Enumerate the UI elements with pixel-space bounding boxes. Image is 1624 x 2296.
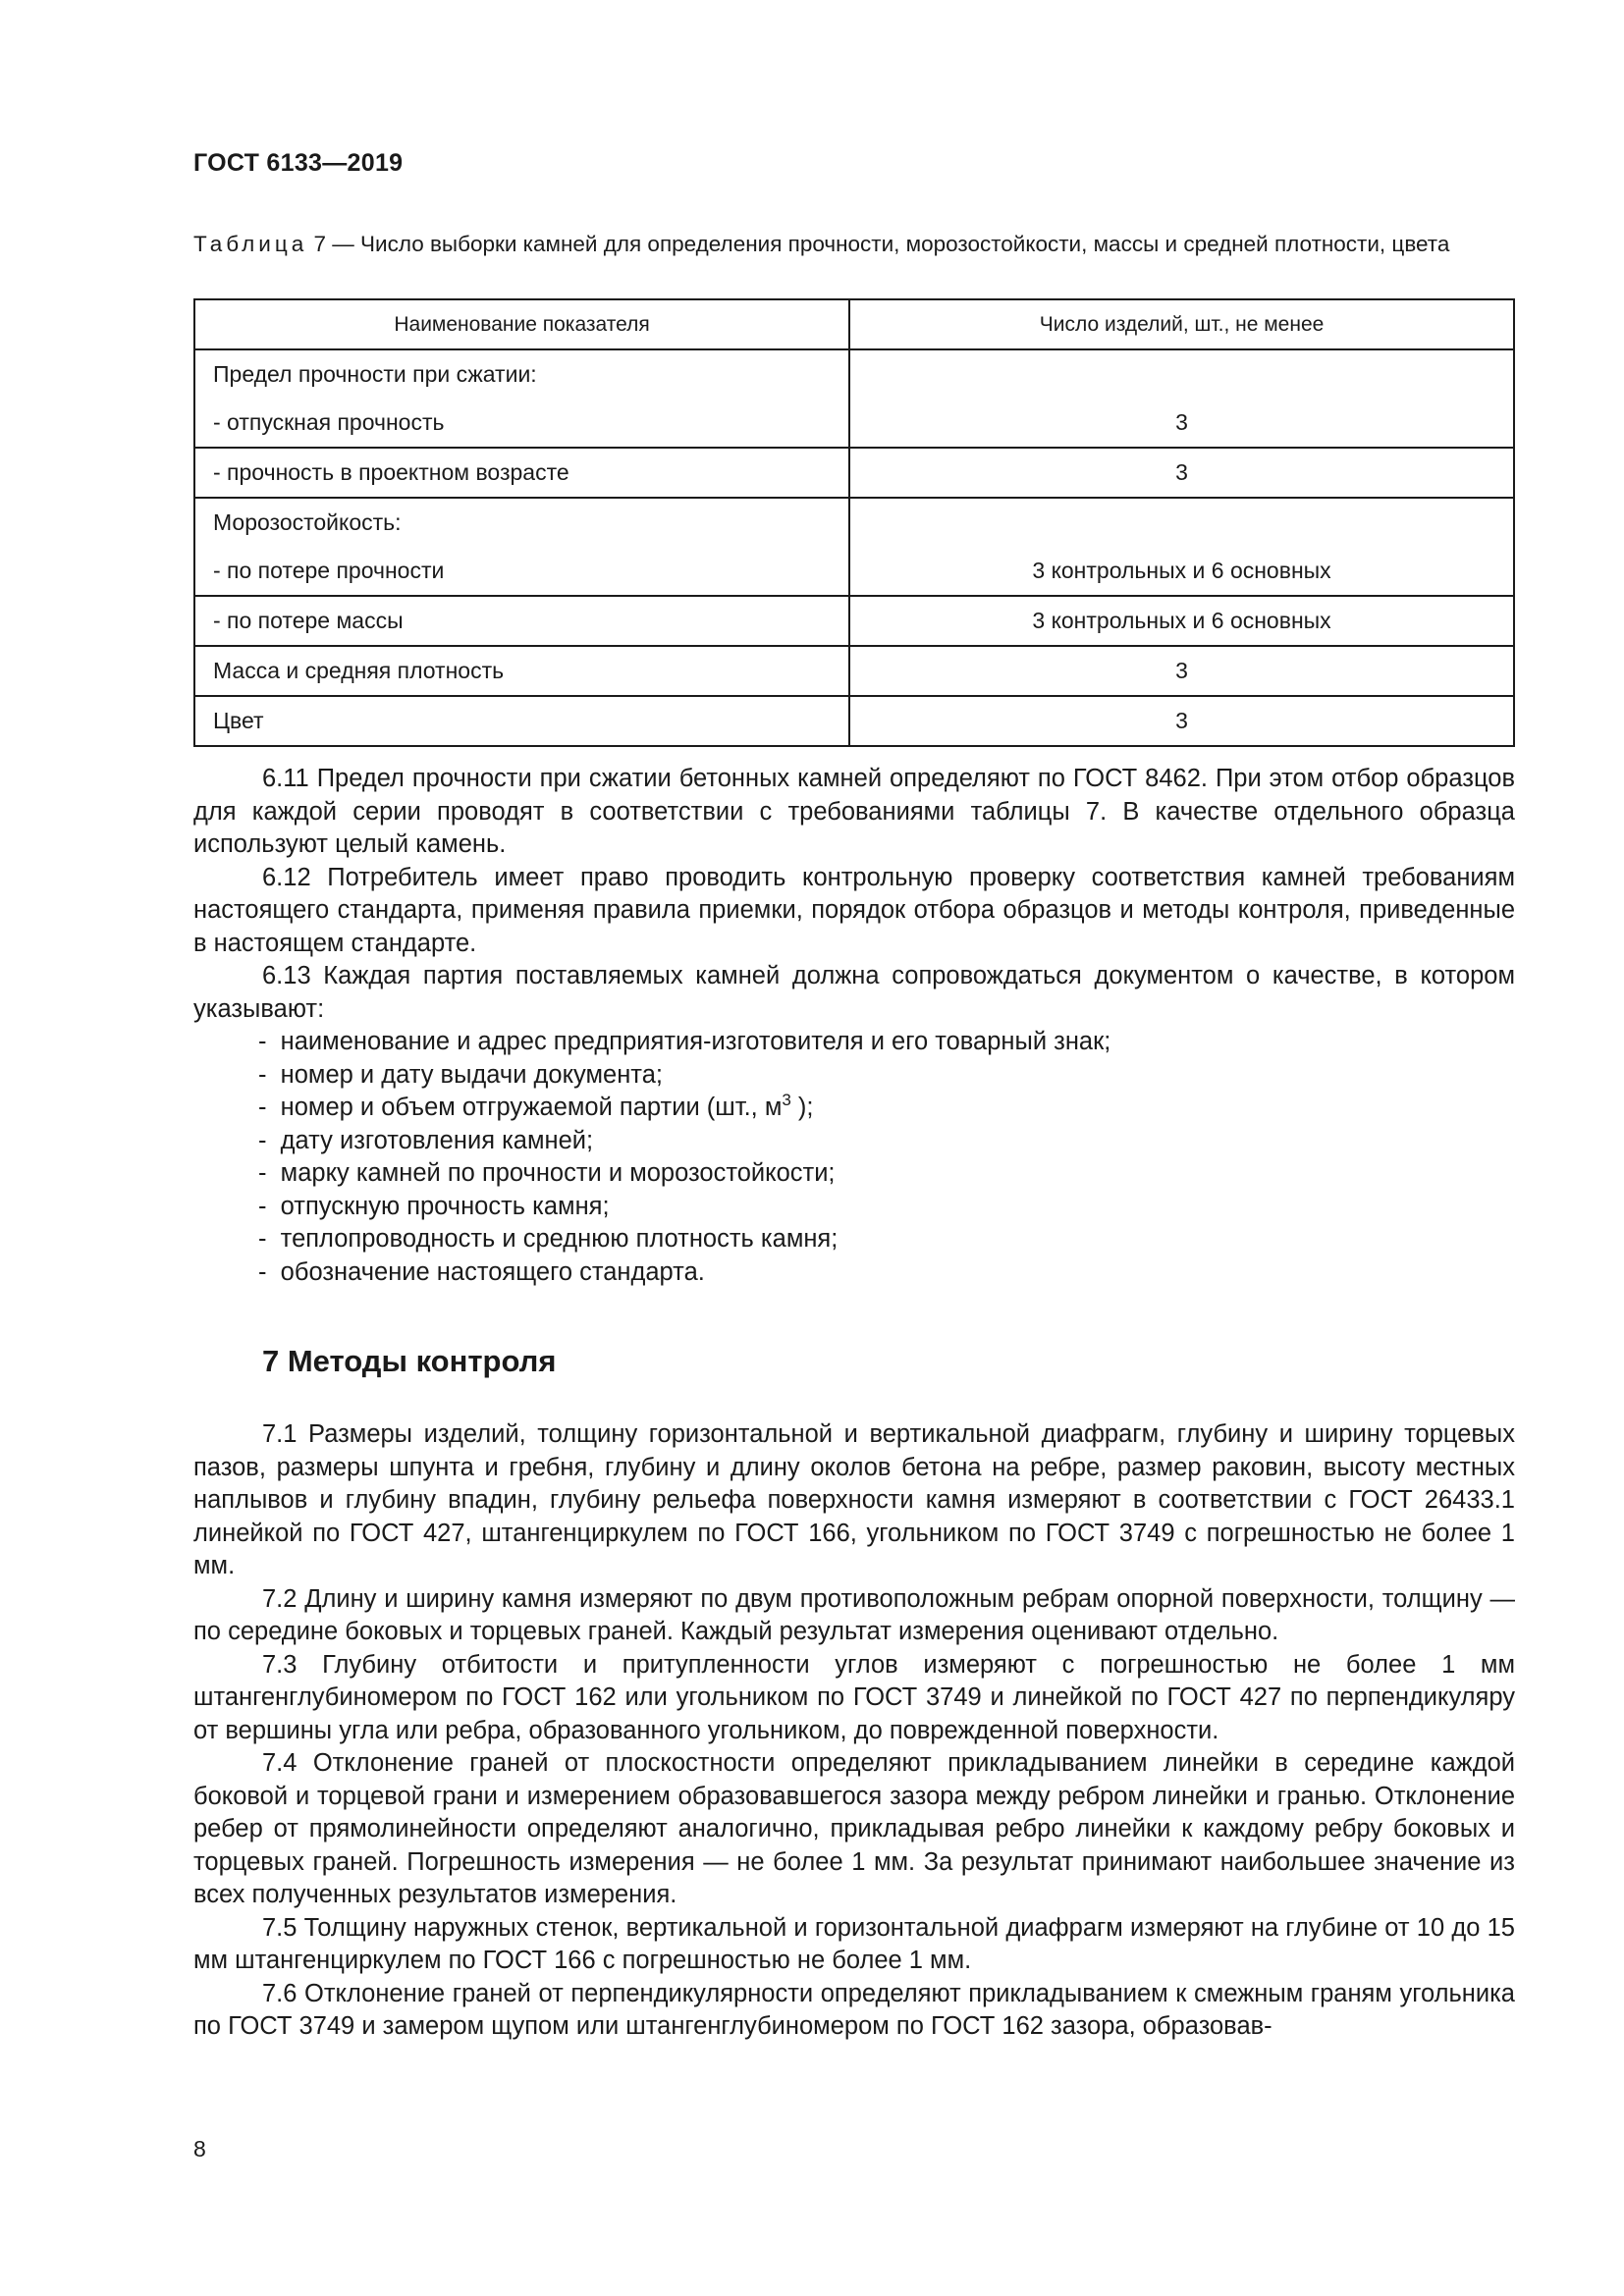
paragraph: 7.2 Длину и ширину камня измеряют по двум противоположным ребрам опорной поверхности, толщину — по середине боковых и торцевых граней. Каждый результат измерения оценивают отдельно. [193, 1584, 1515, 1645]
indicator-text: - прочность в проектном возрасте [213, 459, 569, 485]
table-row [194, 646, 1514, 696]
paragraph: 6.13 Каждая партия поставляемых камней должна сопровождаться документом о качестве, в котором указывают: [193, 962, 1515, 1023]
count-cell [849, 596, 1514, 646]
list-item [258, 1026, 1515, 1059]
indicator-cell [194, 696, 849, 746]
body-text [193, 763, 1515, 2044]
count-value: 3 [1175, 409, 1188, 435]
count-value: 3 контрольных и 6 основных [1032, 558, 1331, 583]
table-header-row [194, 299, 1514, 349]
list-item-text: дату изготовления камней; [280, 1126, 594, 1154]
indicator-text: Морозостойкость: [213, 509, 402, 535]
sample-size-table [193, 298, 1515, 747]
list-item-text: ); [790, 1094, 814, 1121]
paragraph: 7.5 Толщину наружных стенок, вертикальной и горизонтальной диафрагм измеряют на глубине от 10 до 15 мм штангенциркулем по ГОСТ 166 с погрешностью не более 1 мм. [193, 1913, 1515, 1974]
count-value [850, 350, 1513, 399]
column-header: Наименование показателя [194, 299, 849, 349]
table-caption [193, 228, 1514, 260]
section-title: 7 Методы контроля [262, 1344, 557, 1378]
count-value: 3 [1175, 459, 1188, 485]
column-header: Число изделий, шт., не менее [849, 299, 1514, 349]
count-value: 3 [1175, 708, 1188, 733]
count-value: 3 [1175, 658, 1188, 683]
indicator-cell [194, 349, 849, 448]
table-caption-label: Таблица [193, 232, 308, 256]
paragraph: 7.6 Отклонение граней от перпендикулярности определяют прикладыванием к смежным граням угольника по ГОСТ 3749 и замером щупом или штангенглубиномером по ГОСТ 162 зазора, образовав- [193, 1979, 1515, 2040]
paragraph: 6.11 Предел прочности при сжатии бетонных камней определяют по ГОСТ 8462. При этом отбор образцов для каждой серии проводят в соответствии с требованиями таблицы 7. В качестве отдельного образца используют целый камень. [193, 765, 1515, 858]
list-item-text: отпускную прочность камня; [280, 1192, 610, 1220]
list-item-text: наименование и адрес предприятия-изготовителя и его товарный знак; [280, 1028, 1111, 1055]
paragraph: 6.12 Потребитель имеет право проводить контрольную проверку соответствия камней требованиям настоящего стандарта, применяя правила приемки, порядок отбора образцов и методы контроля, приведенные в настоящем стандарте. [193, 863, 1515, 957]
list-item [258, 1157, 1515, 1191]
count-cell [849, 349, 1514, 448]
list-item-text: номер и объем отгружаемой партии (шт., м [280, 1094, 783, 1121]
table-row [194, 696, 1514, 746]
paragraph: 7.3 Глубину отбитости и притупленности углов измеряют с погрешностью не более 1 мм штангенглубиномером по ГОСТ 162 или угольником по ГОСТ 3749 и линейкой по ГОСТ 427 по перпендикуляру от вершины угла или ребра, образованного угольником, до поврежденной поверхности. [193, 1650, 1515, 1744]
list-item [258, 1092, 1515, 1125]
indicator-text: Цвет [213, 708, 264, 733]
superscript: 3 [782, 1091, 791, 1109]
indicator-text: - отпускная прочность [213, 409, 445, 435]
count-value: 3 контрольных и 6 основных [1032, 608, 1331, 633]
list-item [258, 1125, 1515, 1158]
indicator-cell [194, 498, 849, 596]
table-row [194, 596, 1514, 646]
list-item-text: теплопроводность и среднюю плотность камня; [280, 1225, 839, 1253]
table-caption-text: 7 — Число выборки камней для определения прочности, морозостойкости, массы и средней плотности, цвета [307, 232, 1450, 256]
count-cell [849, 696, 1514, 746]
list-item [258, 1191, 1515, 1224]
indicator-cell [194, 448, 849, 498]
list-item [258, 1223, 1515, 1256]
table-row [194, 498, 1514, 596]
list-item-text: обозначение настоящего стандарта. [280, 1257, 705, 1286]
indicator-cell [194, 596, 849, 646]
list-item [258, 1059, 1515, 1093]
count-value [850, 499, 1513, 547]
indicator-text: - по потере массы [213, 608, 404, 633]
paragraph: 7.1 Размеры изделий, толщину горизонтальной и вертикальной диафрагм, глубину и ширину торцевых пазов, размеры шпунта и гребня, глубину и длину околов бетона на ребре, размер раковин, высоту местных наплывов и глубину впадин, глубину рельефа поверхности камня измеряют в соответствии с ГОСТ 26433.1 линейкой по ГОСТ 427, штангенциркулем по ГОСТ 166, угольником по ГОСТ 3749 с погрешностью не более 1 мм. [193, 1420, 1515, 1579]
count-cell [849, 498, 1514, 596]
indicator-text: - по потере прочности [213, 558, 445, 583]
document-header: ГОСТ 6133—2019 [193, 149, 404, 177]
table-row [194, 448, 1514, 498]
indicator-text: Масса и средняя плотность [213, 658, 505, 683]
list-item-text: номер и дату выдачи документа; [280, 1060, 663, 1089]
list-item [258, 1256, 1515, 1290]
count-cell [849, 646, 1514, 696]
page-number: 8 [193, 2136, 206, 2162]
table-row [194, 349, 1514, 448]
paragraph: 7.4 Отклонение граней от плоскостности определяют прикладыванием линейки в середине каждой боковой и торцевой грани и измерением образовавшегося зазора между ребром линейки и гранью. Отклонение ребер от прямолинейности определяют аналогично, прикладывая ребро линейки к каждому ребру боковых и торцевых граней. Погрешность измерения — не более 1 мм. За результат принимают наибольшее значение из всех полученных результатов измерения. [193, 1749, 1515, 1908]
indicator-cell [194, 646, 849, 696]
indicator-text: Предел прочности при сжатии: [213, 361, 537, 387]
list-item-text: марку камней по прочности и морозостойкости; [280, 1159, 836, 1187]
document-contents-list [193, 1026, 1515, 1289]
count-cell [849, 448, 1514, 498]
